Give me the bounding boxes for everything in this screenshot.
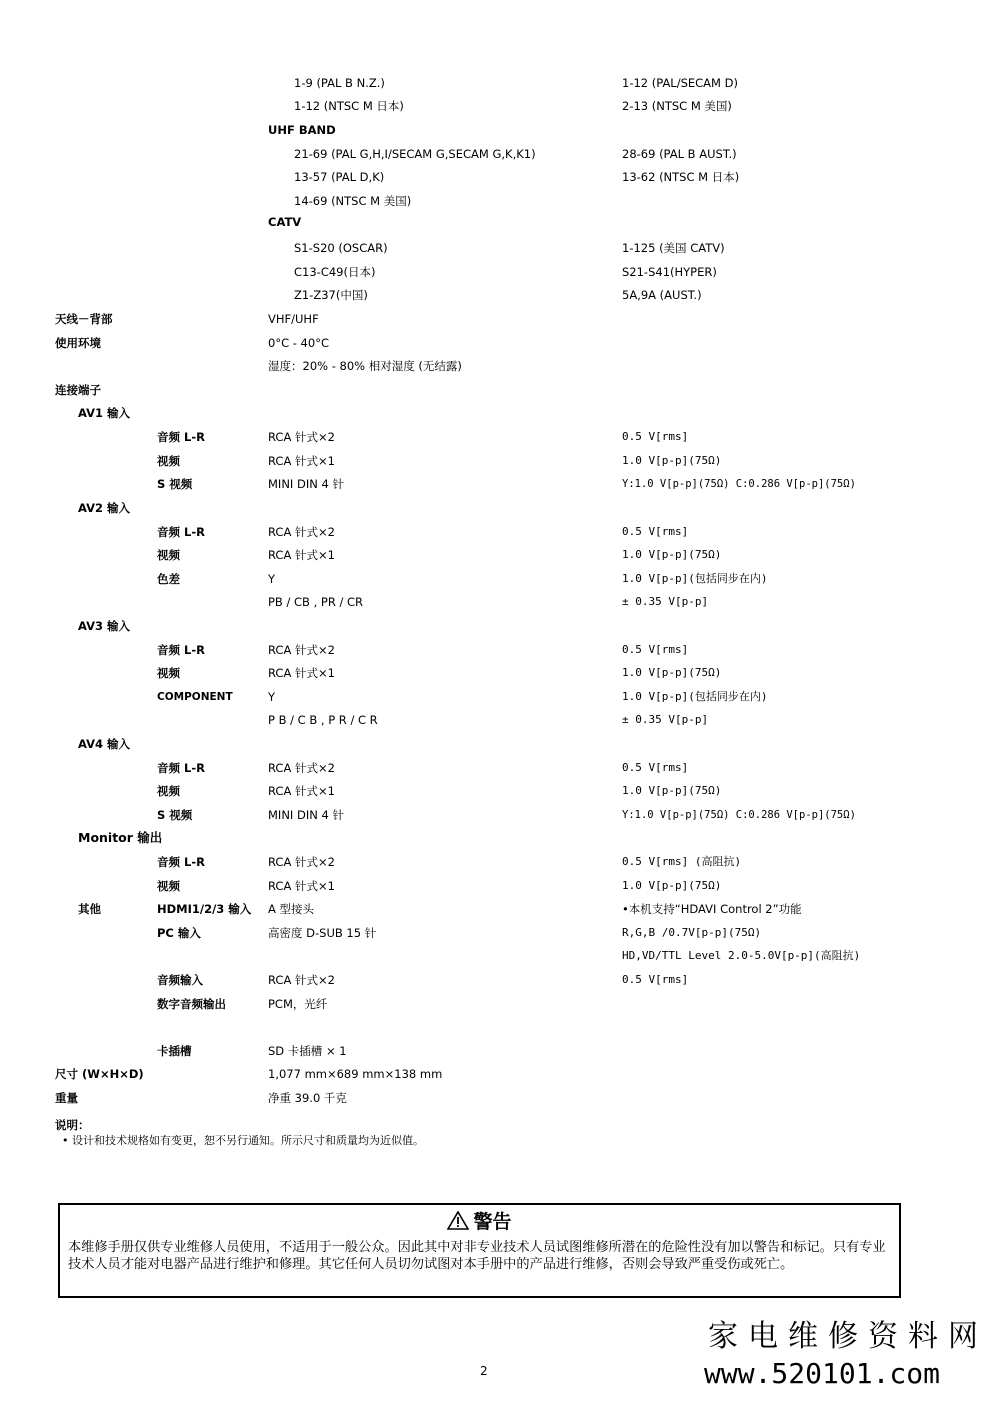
- monitor-row-type: RCA 针式×1: [268, 879, 335, 893]
- monitor-row-type: RCA 针式×2: [268, 855, 335, 869]
- av4-row-name: 音频 L-R: [157, 761, 205, 775]
- av3-heading: AV3 输入: [78, 619, 131, 633]
- av3-row-spec: 1.0 V[p-p](包括同步在内): [622, 690, 768, 703]
- av1-row-type: RCA 针式×2: [268, 430, 335, 444]
- av2-row-type: RCA 针式×2: [268, 525, 335, 539]
- band-right-1: 1-12 (PAL/SECAM D): [622, 76, 738, 90]
- av3-row-type: RCA 针式×2: [268, 643, 335, 657]
- terminals-heading: 连接端子: [55, 383, 101, 397]
- band-right-5: 13-62 (NTSC M 日本): [622, 170, 740, 184]
- environment-label: 使用环境: [55, 336, 101, 350]
- warning-body: 本维修手册仅供专业维修人员使用，不适用于一般公众。因此其中对非专业技术人员试图维修所潜在的危险性没有加以警告和标记。只有专业技术人员才能对电器产品进行维护和修理。其它任何人员切勿试图对本手册中的产品进行维修，否则会导致严重受伤或死亡。: [68, 1240, 886, 1272]
- monitor-row-spec: 1.0 V[p-p](75Ω): [622, 879, 722, 892]
- av2-row-name: 音频 L-R: [157, 525, 205, 539]
- av3-row-spec: 0.5 V[rms]: [622, 643, 689, 656]
- av3-row-type: Y: [268, 690, 276, 704]
- av1-row-type: RCA 针式×1: [268, 454, 335, 468]
- av4-row-spec: Y:1.0 V[p-p](75Ω) C:0.286 V[p-p](75Ω): [622, 809, 856, 821]
- band-left-10: Z1-Z37(中国): [294, 288, 368, 302]
- av1-row-name: 视频: [157, 454, 180, 468]
- av1-row-name: 音频 L-R: [157, 430, 205, 444]
- band-right-2: 2-13 (NTSC M 美国): [622, 99, 732, 113]
- av2-row-spec: 1.0 V[p-p](包括同步在内): [622, 572, 768, 585]
- others-heading: 其他: [78, 902, 101, 916]
- av3-row-spec: 1.0 V[p-p](75Ω): [622, 666, 722, 679]
- band-right-8: 1-125 (美国 CATV): [622, 241, 725, 255]
- av4-row-name: S 视频: [157, 808, 193, 822]
- av3-row-name: COMPONENT: [157, 691, 233, 703]
- digital-out-type: PCM，光纤: [268, 997, 328, 1011]
- av3-pbpr-spec: ± 0.35 V[p-p]: [622, 713, 709, 726]
- av2-row-name: 视频: [157, 548, 180, 562]
- pc-spec-sync: HD,VD/TTL Level 2.0-5.0V[p-p](高阻抗): [622, 949, 861, 962]
- band-left-9: C13-C49(日本): [294, 265, 376, 279]
- watermark-title: 家电维修资料网: [708, 1319, 988, 1354]
- av3-pbpr-type: P B / C B , P R / C R: [268, 713, 378, 727]
- band-left-6: 14-69 (NTSC M 美国): [294, 194, 412, 208]
- hdmi-spec: •本机支持“HDAVI Control 2”功能: [622, 902, 802, 916]
- band-left-8: S1-S20 (OSCAR): [294, 241, 388, 255]
- av4-heading: AV4 输入: [78, 737, 131, 751]
- av4-row-spec: 1.0 V[p-p](75Ω): [622, 784, 722, 797]
- notes-text: • 设计和技术规格如有变更，恕不另行通知。所示尺寸和质量均为近似值。: [62, 1134, 424, 1147]
- av1-row-type: MINI DIN 4 针: [268, 477, 344, 491]
- warning-triangle-icon: [447, 1211, 469, 1230]
- monitor-row-spec: 0.5 V[rms] (高阻抗): [622, 855, 742, 868]
- environment-humidity: 湿度：20% - 80% 相对湿度 (无结露): [268, 359, 462, 373]
- band-left-4: 21-69 (PAL G,H,I/SECAM G,SECAM G,K,K1): [294, 147, 536, 161]
- band-right-10: 5A,9A (AUST.): [622, 288, 702, 302]
- dimensions-value: 1,077 mm×689 mm×138 mm: [268, 1067, 443, 1081]
- hdmi-name: HDMI1/2/3 输入: [157, 902, 252, 916]
- av2-pbpr-spec: ± 0.35 V[p-p]: [622, 595, 709, 608]
- notes-title: 说明：: [55, 1118, 90, 1132]
- band-right-4: 28-69 (PAL B AUST.): [622, 147, 737, 161]
- uhf-band-heading: UHF BAND: [268, 123, 336, 137]
- hdmi-type: A 型接头: [268, 902, 315, 916]
- audio-in-spec: 0.5 V[rms]: [622, 973, 689, 986]
- antenna-value: VHF/UHF: [268, 312, 319, 326]
- av2-heading: AV2 输入: [78, 501, 131, 515]
- warning-heading: [60, 1211, 899, 1233]
- av3-row-name: 音频 L-R: [157, 643, 205, 657]
- av2-row-spec: 0.5 V[rms]: [622, 525, 689, 538]
- av1-row-spec: 1.0 V[p-p](75Ω): [622, 454, 722, 467]
- av2-row-type: RCA 针式×1: [268, 548, 335, 562]
- av3-row-type: RCA 针式×1: [268, 666, 335, 680]
- av4-row-type: MINI DIN 4 针: [268, 808, 344, 822]
- av3-row-name: 视频: [157, 666, 180, 680]
- watermark-url: www.520101.com: [704, 1357, 941, 1390]
- digital-out-name: 数字音频输出: [157, 997, 226, 1011]
- warning-title: 警告: [473, 1211, 512, 1233]
- monitor-row-name: 视频: [157, 879, 180, 893]
- card-slot-type: SD 卡插槽 × 1: [268, 1044, 347, 1058]
- dimensions-label: 尺寸 (W×H×D): [55, 1067, 144, 1081]
- page-number: 2: [480, 1364, 488, 1378]
- weight-value: 净重 39.0 千克: [268, 1091, 347, 1105]
- environment-temp: 0°C - 40°C: [268, 336, 329, 350]
- av2-row-type: Y: [268, 572, 276, 586]
- audio-in-type: RCA 针式×2: [268, 973, 335, 987]
- av4-row-spec: 0.5 V[rms]: [622, 761, 689, 774]
- av1-row-name: S 视频: [157, 477, 193, 491]
- av2-row-name: 色差: [157, 572, 180, 586]
- av1-row-spec: Y:1.0 V[p-p](75Ω) C:0.286 V[p-p](75Ω): [622, 478, 856, 490]
- audio-in-name: 音频输入: [157, 973, 203, 987]
- pc-name: PC 输入: [157, 926, 201, 940]
- band-right-9: S21-S41(HYPER): [622, 265, 717, 279]
- av4-row-type: RCA 针式×2: [268, 761, 335, 775]
- av4-row-type: RCA 针式×1: [268, 784, 335, 798]
- weight-label: 重量: [55, 1091, 78, 1105]
- band-left-2: 1-12 (NTSC M 日本): [294, 99, 404, 113]
- antenna-label: 天线－背部: [55, 312, 113, 326]
- pc-type: 高密度 D-SUB 15 针: [268, 926, 377, 940]
- catv-heading: CATV: [268, 215, 302, 229]
- band-left-1: 1-9 (PAL B N.Z.): [294, 76, 385, 90]
- av2-row-spec: 1.0 V[p-p](75Ω): [622, 548, 722, 561]
- av1-heading: AV1 输入: [78, 406, 131, 420]
- warning-box: [58, 1203, 901, 1298]
- monitor-heading: Monitor 输出: [78, 830, 163, 845]
- av1-row-spec: 0.5 V[rms]: [622, 430, 689, 443]
- av4-row-name: 视频: [157, 784, 180, 798]
- av2-pbpr-type: PB / CB , PR / CR: [268, 595, 364, 609]
- monitor-row-name: 音频 L-R: [157, 855, 205, 869]
- band-left-5: 13-57 (PAL D,K): [294, 170, 385, 184]
- pc-spec-rgb: R,G,B /0.7V[p-p](75Ω): [622, 926, 762, 939]
- card-slot-name: 卡插槽: [157, 1044, 192, 1058]
